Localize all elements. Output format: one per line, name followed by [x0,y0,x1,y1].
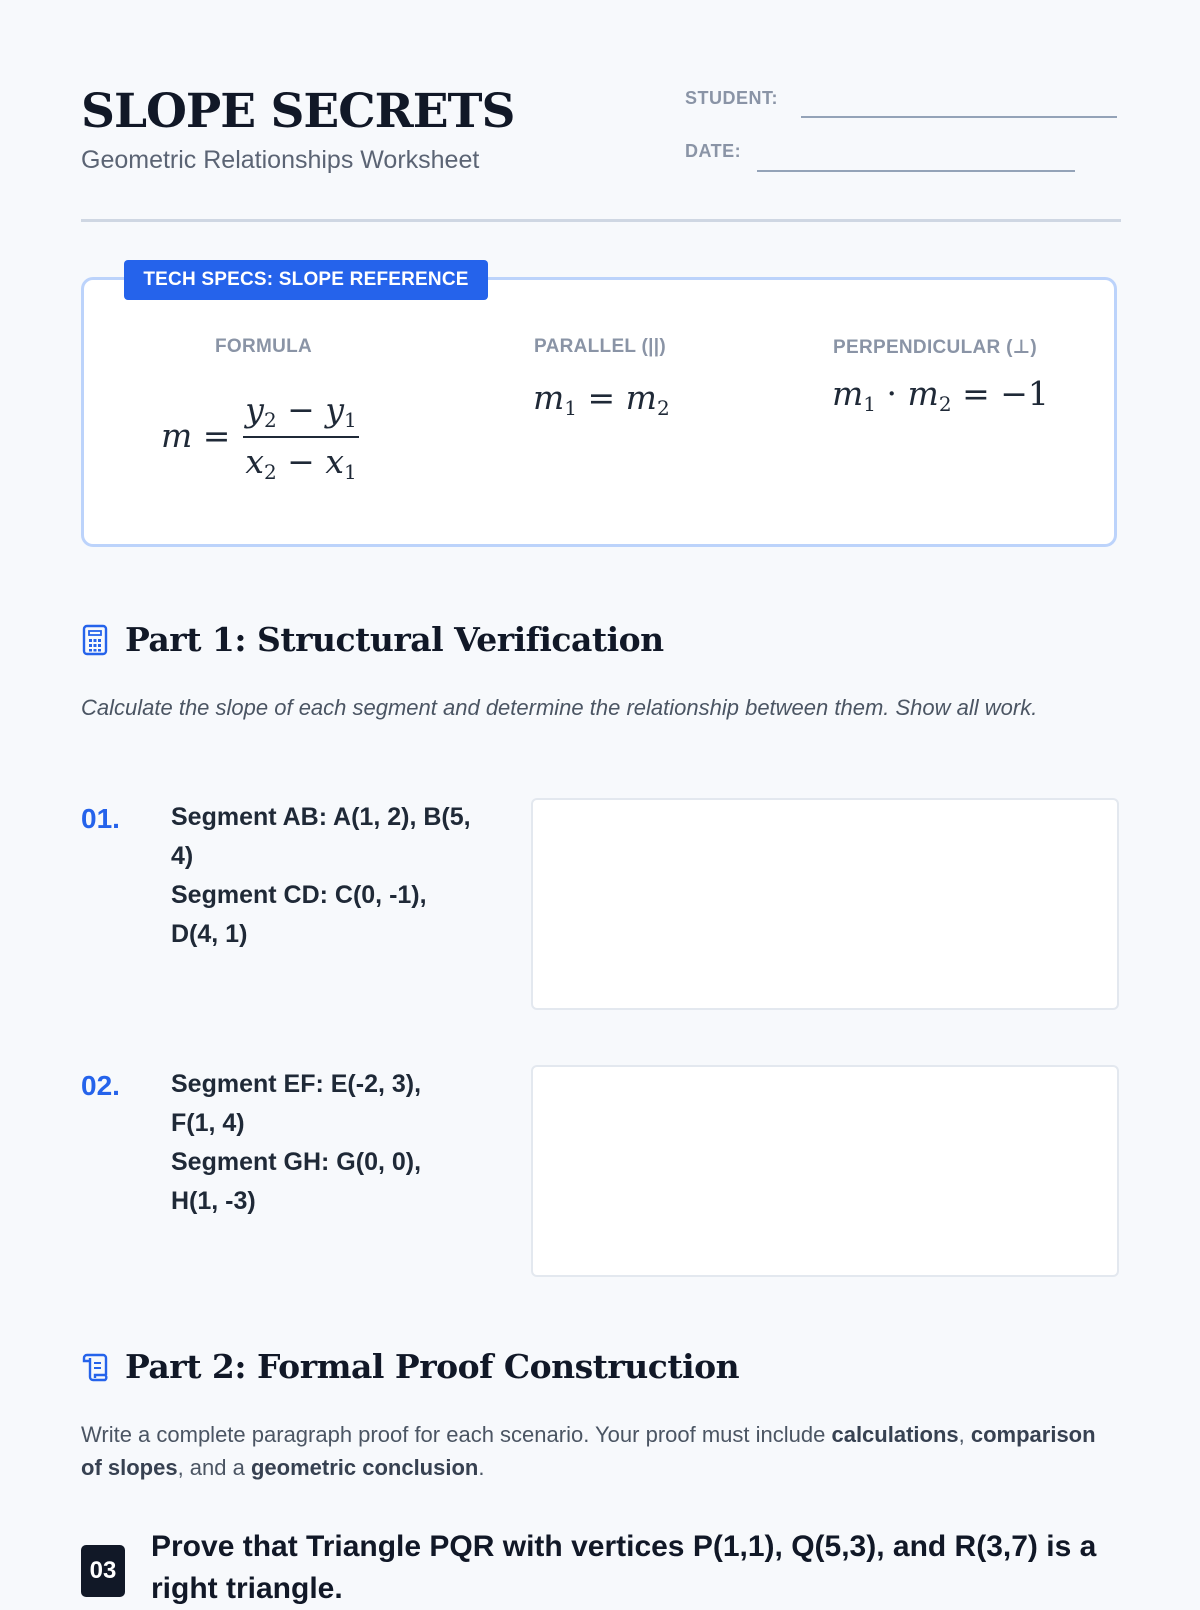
instruction-emphasis: comparison of slopes [81,1422,1096,1480]
segment-ef: Segment EF: E(-2, 3), F(1, 4) [171,1070,422,1137]
question-text [171,1065,471,1221]
student-name-field[interactable] [801,116,1117,118]
formula-label: FORMULA [215,336,313,357]
segment-gh: Segment GH: G(0, 0), H(1, -3) [171,1148,422,1215]
student-label: STUDENT: [685,88,778,108]
answer-box-2[interactable] [531,1065,1119,1277]
segment-ab: Segment AB: A(1, 2), B(5, 4) [171,803,471,870]
instruction-text: , [958,1422,971,1447]
question-text [171,798,471,954]
worksheet-page: SLOPE SECRETS Geometric Relationships Worksheet STUDENT: DATE: TECH SPECS: SLOPE REFERENCE FORMULA PARALLEL (||) PERPENDICULAR (⊥) m = $y_2 - y_1$ $x_2 - x_1$ $m_1 = m_2$ $m_1 \cdot m_2 = -1$ Part 1: Structural Verification Calculate the slope of each segment and determine the relationship between them. Show all work. 01. Segment AB: A(1, 2), B(5, 4) Segment CD: C(0, -1), D(4, 1) 02. Segment EF: E(-2, 3), F(1, 4) Segment GH: G(0, 0), H(1, -3) Part 2: Formal Proof Construction Write a complete paragraph proof for each scenario. Your proof must include calculations, comparison of slopes, and a geometric conclusion. 03 Prove that Triangle PQR with vertices P(1,1), Q(5,3), and R(3,7) is a right triangle. [81,0,1121,1600]
instruction-text: , and a [177,1455,251,1480]
calculator-icon [81,624,109,656]
perpendicular-label: PERPENDICULAR (⊥) [833,337,1038,358]
part2-instructions [81,1418,1101,1484]
question-badge: 03 [81,1545,125,1597]
parallel-label: PARALLEL (||) [534,336,667,357]
segment-cd: Segment CD: C(0, -1), D(4, 1) [171,881,427,948]
parallel-formula: $m_1 = m_2$ [533,378,670,420]
part1-title: Part 1: Structural Verification [125,620,664,659]
question-3-text: Prove that Triangle PQR with vertices P(1,1), Q(5,3), and R(3,7) is a right triangle. [151,1530,1097,1605]
page-title: SLOPE SECRETS [81,84,515,139]
instruction-text: Write a complete paragraph proof for each scenario. Your proof must include [81,1422,832,1447]
date-field[interactable] [757,170,1075,172]
instruction-emphasis: geometric conclusion [250,1455,479,1480]
scroll-icon [81,1351,109,1383]
perpendicular-formula: $m_1 \cdot m_2 = -1$ [832,374,1049,416]
slope-reference-tag: TECH SPECS: SLOPE REFERENCE [124,260,488,300]
instruction-emphasis: calculations [831,1422,959,1447]
question-number: 01. [81,803,120,834]
page-subtitle: Geometric Relationships Worksheet [81,146,480,174]
answer-box-1[interactable] [531,798,1119,1010]
question-number: 02. [81,1070,120,1101]
part1-instructions: Calculate the slope of each segment and determine the relationship between them. Show all work. [81,695,1038,720]
instruction-text: . [478,1455,485,1480]
date-label: DATE: [685,141,742,161]
part2-title: Part 2: Formal Proof Construction [125,1347,740,1386]
header-divider [81,219,1121,222]
